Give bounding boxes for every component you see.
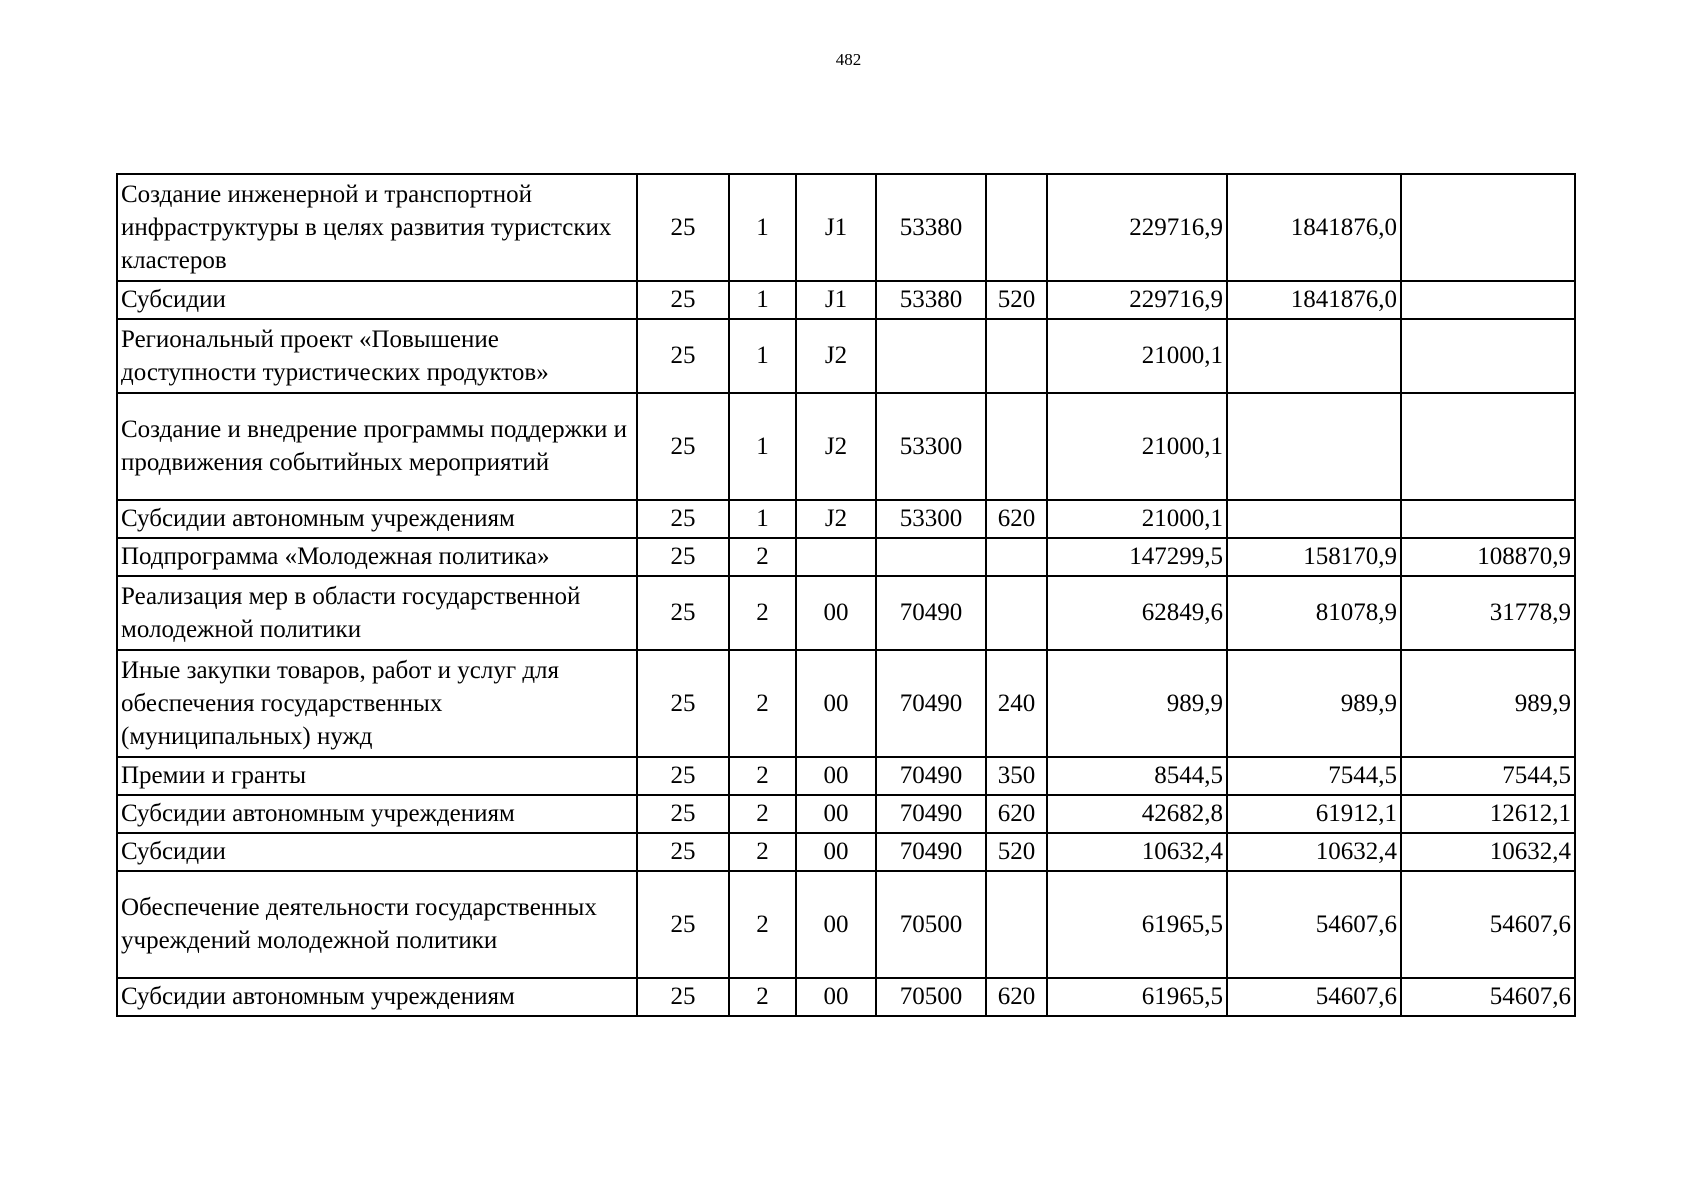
- table-row: [117, 871, 1575, 978]
- code-cell: [876, 319, 986, 393]
- amount-cell: 61965,5: [1047, 978, 1227, 1016]
- amount-cell: 7544,5: [1227, 757, 1401, 795]
- code-cell: 1: [729, 500, 796, 538]
- code-cell: 00: [796, 871, 876, 978]
- code-cell: [796, 538, 876, 576]
- amount-cell: [1227, 319, 1401, 393]
- code-cell: 00: [796, 795, 876, 833]
- budget-table: [116, 173, 1576, 1017]
- table-row: [117, 281, 1575, 319]
- amount-cell: 10632,4: [1227, 833, 1401, 871]
- table-row: [117, 978, 1575, 1016]
- row-name: Субсидии автономным учреждениям: [117, 795, 637, 833]
- code-cell: 70490: [876, 650, 986, 757]
- code-cell: 25: [637, 833, 729, 871]
- amount-cell: 81078,9: [1227, 576, 1401, 650]
- code-cell: 1: [729, 319, 796, 393]
- amount-cell: 229716,9: [1047, 174, 1227, 281]
- table-row: [117, 538, 1575, 576]
- code-cell: 25: [637, 795, 729, 833]
- row-name: Подпрограмма «Молодежная политика»: [117, 538, 637, 576]
- code-cell: 1: [729, 174, 796, 281]
- amount-cell: 1841876,0: [1227, 174, 1401, 281]
- code-cell: 70500: [876, 871, 986, 978]
- code-cell: [986, 174, 1047, 281]
- amount-cell: [1401, 281, 1575, 319]
- code-cell: [876, 538, 986, 576]
- amount-cell: 54607,6: [1401, 871, 1575, 978]
- code-cell: 53300: [876, 393, 986, 500]
- amount-cell: 147299,5: [1047, 538, 1227, 576]
- code-cell: 1: [729, 281, 796, 319]
- amount-cell: 229716,9: [1047, 281, 1227, 319]
- code-cell: 520: [986, 833, 1047, 871]
- table-row: [117, 174, 1575, 281]
- amount-cell: 10632,4: [1047, 833, 1227, 871]
- code-cell: 25: [637, 538, 729, 576]
- code-cell: J2: [796, 393, 876, 500]
- code-cell: 00: [796, 978, 876, 1016]
- amount-cell: 8544,5: [1047, 757, 1227, 795]
- amount-cell: [1227, 393, 1401, 500]
- code-cell: 520: [986, 281, 1047, 319]
- amount-cell: [1227, 500, 1401, 538]
- amount-cell: 62849,6: [1047, 576, 1227, 650]
- code-cell: 25: [637, 174, 729, 281]
- code-cell: 53380: [876, 281, 986, 319]
- code-cell: 2: [729, 978, 796, 1016]
- amount-cell: 12612,1: [1401, 795, 1575, 833]
- table-row: [117, 319, 1575, 393]
- amount-cell: 54607,6: [1227, 871, 1401, 978]
- page-number: 482: [835, 50, 862, 69]
- code-cell: 2: [729, 757, 796, 795]
- code-cell: [986, 538, 1047, 576]
- code-cell: 00: [796, 757, 876, 795]
- table-row: [117, 500, 1575, 538]
- amount-cell: 21000,1: [1047, 393, 1227, 500]
- amount-cell: 158170,9: [1227, 538, 1401, 576]
- code-cell: 2: [729, 871, 796, 978]
- code-cell: 70490: [876, 576, 986, 650]
- amount-cell: 42682,8: [1047, 795, 1227, 833]
- amount-cell: [1401, 174, 1575, 281]
- table-row: [117, 393, 1575, 500]
- code-cell: 00: [796, 650, 876, 757]
- row-name: Иные закупки товаров, работ и услуг для обеспечения государственных (муниципальных) нужд: [117, 650, 637, 757]
- table-row: [117, 833, 1575, 871]
- row-name: Субсидии автономным учреждениям: [117, 978, 637, 1016]
- amount-cell: 1841876,0: [1227, 281, 1401, 319]
- row-name: Региональный проект «Повышение доступности туристических продуктов»: [117, 319, 637, 393]
- row-name: Субсидии автономным учреждениям: [117, 500, 637, 538]
- amount-cell: 54607,6: [1227, 978, 1401, 1016]
- amount-cell: 108870,9: [1401, 538, 1575, 576]
- code-cell: 25: [637, 757, 729, 795]
- code-cell: [986, 576, 1047, 650]
- code-cell: 70490: [876, 757, 986, 795]
- code-cell: 620: [986, 978, 1047, 1016]
- code-cell: 25: [637, 871, 729, 978]
- code-cell: 620: [986, 500, 1047, 538]
- code-cell: [986, 319, 1047, 393]
- amount-cell: 10632,4: [1401, 833, 1575, 871]
- code-cell: 25: [637, 576, 729, 650]
- table-row: [117, 576, 1575, 650]
- amount-cell: [1401, 319, 1575, 393]
- code-cell: 2: [729, 833, 796, 871]
- code-cell: 620: [986, 795, 1047, 833]
- code-cell: 00: [796, 576, 876, 650]
- amount-cell: 31778,9: [1401, 576, 1575, 650]
- row-name: Создание инженерной и транспортной инфраструктуры в целях развития туристских кластеров: [117, 174, 637, 281]
- row-name: Обеспечение деятельности государственных учреждений молодежной политики: [117, 871, 637, 978]
- code-cell: 70500: [876, 978, 986, 1016]
- row-name: Создание и внедрение программы поддержки и продвижения событийных мероприятий: [117, 393, 637, 500]
- table-row: [117, 757, 1575, 795]
- code-cell: J1: [796, 281, 876, 319]
- code-cell: J2: [796, 319, 876, 393]
- code-cell: 240: [986, 650, 1047, 757]
- amount-cell: 989,9: [1047, 650, 1227, 757]
- code-cell: J1: [796, 174, 876, 281]
- amount-cell: 989,9: [1227, 650, 1401, 757]
- row-name: Субсидии: [117, 281, 637, 319]
- code-cell: 2: [729, 538, 796, 576]
- amount-cell: [1401, 500, 1575, 538]
- code-cell: 25: [637, 393, 729, 500]
- amount-cell: 7544,5: [1401, 757, 1575, 795]
- code-cell: 70490: [876, 833, 986, 871]
- code-cell: 2: [729, 795, 796, 833]
- code-cell: 70490: [876, 795, 986, 833]
- code-cell: 53380: [876, 174, 986, 281]
- code-cell: 2: [729, 576, 796, 650]
- amount-cell: 61965,5: [1047, 871, 1227, 978]
- row-name: Субсидии: [117, 833, 637, 871]
- code-cell: J2: [796, 500, 876, 538]
- table-body: [117, 174, 1575, 1016]
- row-name: Премии и гранты: [117, 757, 637, 795]
- code-cell: 00: [796, 833, 876, 871]
- code-cell: 25: [637, 319, 729, 393]
- code-cell: 25: [637, 500, 729, 538]
- amount-cell: 989,9: [1401, 650, 1575, 757]
- code-cell: 25: [637, 281, 729, 319]
- code-cell: 2: [729, 650, 796, 757]
- amount-cell: 21000,1: [1047, 319, 1227, 393]
- table-row: [117, 795, 1575, 833]
- table-row: [117, 650, 1575, 757]
- code-cell: 350: [986, 757, 1047, 795]
- amount-cell: 54607,6: [1401, 978, 1575, 1016]
- amount-cell: [1401, 393, 1575, 500]
- code-cell: 25: [637, 978, 729, 1016]
- code-cell: [986, 871, 1047, 978]
- amount-cell: 21000,1: [1047, 500, 1227, 538]
- code-cell: 1: [729, 393, 796, 500]
- code-cell: 25: [637, 650, 729, 757]
- code-cell: 53300: [876, 500, 986, 538]
- row-name: Реализация мер в области государственной молодежной политики: [117, 576, 637, 650]
- amount-cell: 61912,1: [1227, 795, 1401, 833]
- code-cell: [986, 393, 1047, 500]
